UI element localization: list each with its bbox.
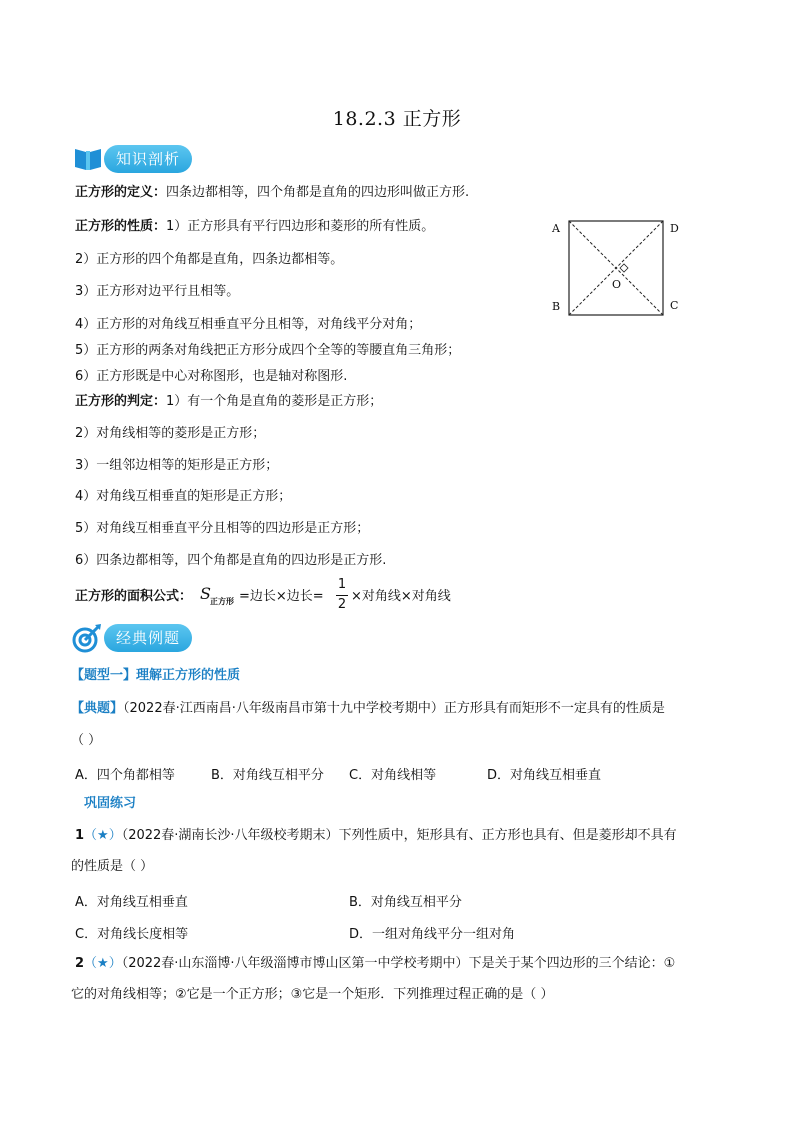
- q2-star: （★）: [84, 956, 122, 971]
- property-1: [75, 218, 434, 236]
- q2-number: 2: [75, 956, 85, 971]
- choice-c: C．对角线相等: [349, 768, 437, 783]
- area-subscript: 正方形: [210, 597, 234, 606]
- definition-label: 正方形的定义：: [75, 185, 167, 200]
- question-source: （2022春·江西南昌·八年级南昌市第十九中学校考期中）: [123, 701, 444, 716]
- judgement-1: [75, 393, 382, 411]
- judgement-text: 1）有一个角是直角的菱形是正方形；: [166, 394, 383, 409]
- q1-star: （★）: [84, 828, 122, 843]
- property-text: 1）正方形具有平行四边形和菱形的所有性质。: [166, 219, 435, 234]
- choice-a: A．四个角都相等: [75, 768, 175, 783]
- q1-source: （2022春·湖南长沙·八年级校考期末）: [121, 828, 339, 843]
- practice-heading: 巩固练习: [84, 796, 137, 811]
- q1-number: 1: [75, 828, 85, 843]
- book-icon: [73, 144, 103, 176]
- definition: [75, 184, 469, 202]
- q2-text-line2: 它的对角线相等；②它是一个正方形；③它是一个矩形．下列推理过程正确的是（ ）: [71, 987, 554, 1002]
- area-formula-label: [75, 588, 192, 606]
- judgement-6: 6）四条边都相等，四个角都是直角的四边形是正方形.: [75, 553, 387, 568]
- right-angle-mark: [620, 264, 628, 272]
- target-icon: [71, 622, 103, 658]
- area-end: ×对角线×对角线: [351, 589, 451, 604]
- property-6: 6）正方形既是中心对称图形，也是轴对称图形.: [75, 369, 348, 384]
- area-label: 正方形的面积公式：: [75, 589, 193, 604]
- property-4: 4）正方形的对角线互相垂直平分且相等，对角线平分对角；: [75, 317, 422, 332]
- judgement-3: 3）一组邻边相等的矩形是正方形；: [75, 458, 279, 473]
- judgement-5: 5）对角线互相垂直平分且相等的四边形是正方形；: [75, 521, 370, 536]
- property-3: 3）正方形对边平行且相等。: [75, 284, 240, 299]
- square-diagram: [548, 216, 688, 326]
- vertex-d-label: D: [670, 222, 679, 235]
- q1-text-line2: 的性质是（ ）: [71, 859, 154, 874]
- q1-choice-d: D．一组对角线平分一组对角: [349, 927, 516, 942]
- area-s-symbol: S: [200, 584, 211, 603]
- properties-label: 正方形的性质：: [75, 219, 167, 234]
- page-title: 18.2.3 正方形: [332, 108, 462, 130]
- q2-text-line1: 下是关于某个四边形的三个结论：①: [468, 956, 676, 971]
- q1-choice-a: A．对角线互相垂直: [75, 895, 188, 910]
- section-badge-examples: 经典例题: [104, 624, 192, 652]
- vertex-a-label: A: [552, 222, 560, 235]
- area-middle: =边长×边长=: [239, 589, 324, 604]
- q1-choice-c: C．对角线长度相等: [75, 927, 189, 942]
- q2-source: （2022春·山东淄博·八年级淄博市博山区第一中学校考期中）: [121, 956, 469, 971]
- q1-text-line1: 下列性质中，矩形具有、正方形也具有、但是菱形却不具有: [338, 828, 677, 843]
- type1-heading: 【题型一】理解正方形的性质: [71, 668, 241, 683]
- definition-text: 四条边都相等，四个角都是直角的四边形叫做正方形.: [166, 185, 470, 200]
- question-tag: 【典题】: [71, 701, 124, 716]
- type1-question: [71, 700, 665, 718]
- property-5: 5）正方形的两条对角线把正方形分成四个全等的等腰直角三角形；: [75, 343, 461, 358]
- question-text: 正方形具有而矩形不一定具有的性质是: [443, 701, 665, 716]
- judgement-label: 正方形的判定：: [75, 394, 167, 409]
- type1-blank: （ ）: [71, 733, 102, 748]
- vertex-c-label: C: [670, 299, 679, 312]
- center-o-label: O: [612, 278, 622, 291]
- fraction-numerator: 1: [337, 577, 347, 592]
- practice-q1: [75, 827, 677, 845]
- fraction-bar: [336, 595, 348, 596]
- fraction-denominator: 2: [337, 597, 347, 612]
- choice-b: B．对角线互相平分: [211, 768, 324, 783]
- judgement-4: 4）对角线互相垂直的矩形是正方形；: [75, 489, 292, 504]
- q1-choice-b: B．对角线互相平分: [349, 895, 462, 910]
- vertex-b-label: B: [552, 300, 561, 313]
- property-2: 2）正方形的四个角都是直角，四条边都相等。: [75, 252, 344, 267]
- judgement-2: 2）对角线相等的菱形是正方形；: [75, 426, 266, 441]
- section-badge-knowledge: 知识剖析: [104, 145, 192, 173]
- practice-q2: [75, 955, 675, 973]
- choice-d: D．对角线互相垂直: [487, 768, 602, 783]
